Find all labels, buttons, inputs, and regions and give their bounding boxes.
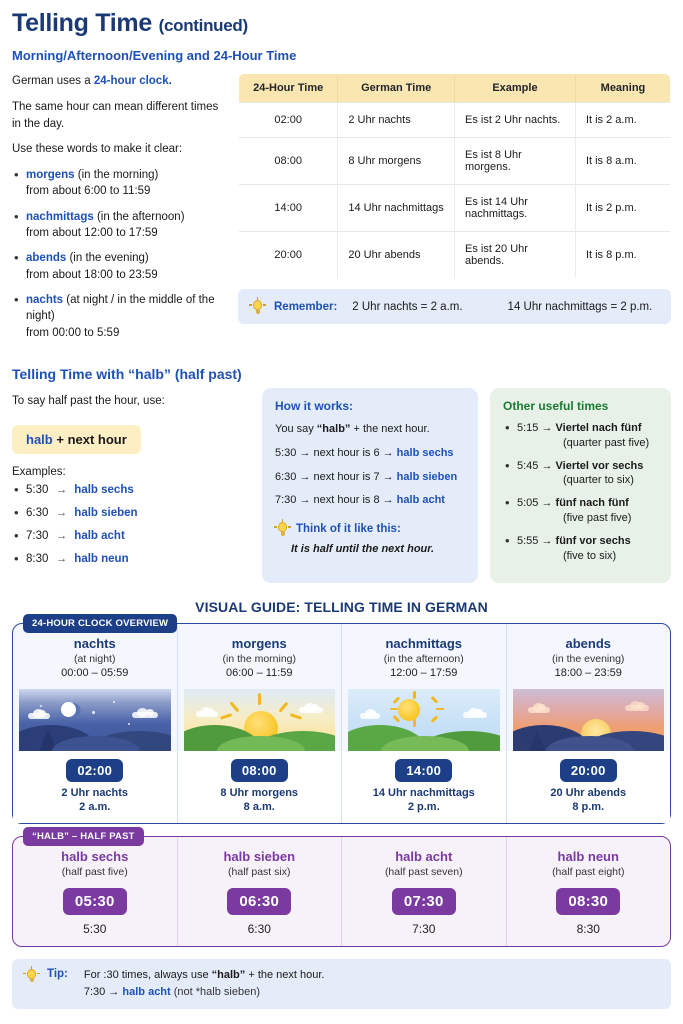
- card-time: 6:30: [247, 921, 271, 936]
- card-english: (half past seven): [384, 865, 463, 878]
- lightbulb-icon: [24, 967, 39, 984]
- how-it-works-rule: [275, 422, 465, 437]
- daypart-gloss: (in the evening): [69, 252, 149, 265]
- card-word: morgens: [231, 635, 287, 651]
- tip-label: Tip:: [47, 967, 68, 980]
- formula-rest: + next hour: [56, 431, 127, 447]
- how-line-left: 7:30 → next hour is 8 →: [275, 494, 397, 507]
- list-item: [12, 553, 250, 565]
- table-row: [239, 185, 671, 232]
- how-line: [275, 470, 465, 485]
- card-word: nachts: [73, 635, 116, 651]
- daypart-range: from about 12:00 to 17:59: [26, 226, 158, 239]
- think-callout: [275, 520, 465, 537]
- card-english: (in the evening): [552, 652, 625, 665]
- halb-card-sieben: [177, 837, 342, 946]
- intro-paragraph-2: The same hour can mean different times in the day.: [12, 100, 219, 130]
- example-german: halb sechs: [74, 484, 134, 497]
- daypart-range: from 00:00 to 5:59: [26, 326, 120, 339]
- column-header-24hour: 24-Hour Time: [239, 74, 338, 103]
- card-meaning: 8 a.m.: [243, 800, 275, 813]
- card-english: (half past six): [228, 865, 291, 878]
- halb-examples-list: [12, 484, 250, 565]
- halb-card-sechs: [13, 837, 177, 946]
- tip-line1-a: For :30 times, always use: [83, 968, 212, 981]
- cell-24hour: 02:00: [239, 103, 338, 138]
- sun-icon: [398, 699, 420, 721]
- card-header: [507, 837, 671, 884]
- other-german: fünf nach fünf: [555, 497, 629, 510]
- other-gloss: (five past five): [563, 512, 632, 525]
- intro-paragraph-1: [12, 73, 224, 90]
- how-line-left: 5:30 → next hour is 6 →: [275, 446, 397, 459]
- tip-body: [84, 967, 325, 1001]
- section2-lead: To say half past the hour, use:: [12, 394, 165, 407]
- remember-callout: [238, 289, 671, 324]
- card-footer: [13, 751, 177, 823]
- daypart-range: from about 6:00 to 11:59: [26, 185, 151, 198]
- rule-pre: You say: [275, 422, 317, 435]
- card-meaning: 2 p.m.: [407, 800, 440, 813]
- daypart-word-list: [12, 167, 224, 341]
- column-header-meaning: Meaning: [575, 74, 670, 103]
- daypart-term: nachts: [26, 293, 64, 306]
- time-table: [238, 73, 671, 279]
- cell-example: Es ist 2 Uhr nachts.: [454, 103, 575, 138]
- section2-left-column: [12, 388, 250, 583]
- halb-panel: [12, 830, 671, 947]
- how-it-works-title: How it works:: [275, 398, 354, 413]
- column-header-example: Example: [454, 74, 575, 103]
- example-time: 6:30: [26, 507, 49, 520]
- lightbulb-icon: [275, 520, 290, 537]
- section1-body: [12, 73, 671, 350]
- daypart-gloss: (in the morning): [77, 168, 159, 181]
- tip-callout: [12, 959, 671, 1009]
- card-german: 20 Uhr abends: [550, 786, 627, 799]
- cell-example: Es ist 8 Uhr morgens.: [454, 138, 575, 185]
- card-word: halb sieben: [223, 848, 296, 864]
- tip-line2-german: halb acht: [122, 985, 171, 998]
- cell-24hour: 14:00: [239, 185, 338, 232]
- column-header-german: German Time: [338, 74, 455, 103]
- daypart-term: nachmittags: [26, 210, 94, 223]
- card-time: 5:30: [83, 921, 107, 936]
- list-item: [503, 534, 658, 564]
- list-item: [12, 209, 224, 242]
- time-chip: 08:30: [556, 888, 620, 915]
- other-useful-times-card: [490, 388, 671, 583]
- card-word: nachmittags: [385, 635, 463, 651]
- card-footer: [342, 884, 506, 946]
- card-footer: [507, 751, 671, 823]
- page-title-main: Telling Time: [12, 9, 152, 37]
- moon-icon: [61, 702, 76, 717]
- card-meaning: 2 a.m.: [79, 800, 111, 813]
- card-footer: [507, 884, 671, 946]
- list-item: [12, 507, 250, 519]
- daypart-gloss: (at night / in the middle of the night): [26, 293, 215, 323]
- card-header: [178, 624, 342, 685]
- sunset-scene-illustration: [513, 689, 665, 751]
- time-chip: 14:00: [395, 759, 452, 782]
- arrow-icon: →: [55, 553, 68, 566]
- card-english: (in the afternoon): [383, 652, 464, 665]
- cell-meaning: It is 2 p.m.: [575, 185, 670, 232]
- clock-overview-panel: [12, 617, 671, 824]
- examples-label: Examples:: [12, 465, 66, 478]
- cell-24hour: 20:00: [239, 232, 338, 279]
- daypart-term: abends: [26, 252, 67, 265]
- card-word: halb sechs: [61, 848, 129, 864]
- daypart-card-morgens: [177, 624, 342, 823]
- card-english: (half past five): [61, 865, 128, 878]
- remember-item-2: 14 Uhr nachmittags = 2 p.m.: [507, 300, 653, 313]
- 24hour-clock-highlight: 24-hour clock.: [93, 75, 172, 88]
- lightbulb-icon: [250, 298, 265, 315]
- card-german: 8 Uhr morgens: [220, 786, 299, 799]
- time-chip: 05:30: [63, 888, 127, 915]
- arrow-icon: →: [55, 484, 68, 497]
- list-item: [503, 459, 658, 489]
- card-footer: [178, 884, 342, 946]
- table-row: [239, 138, 671, 185]
- other-german: Viertel vor sechs: [555, 459, 644, 472]
- other-gloss: (quarter to six): [563, 474, 634, 487]
- example-german: halb acht: [74, 530, 125, 543]
- card-word: halb neun: [557, 848, 619, 864]
- how-line: [275, 493, 465, 508]
- other-gloss: (five to six): [563, 549, 617, 562]
- tip-line1-halb: “halb”: [211, 968, 246, 981]
- section1-heading: Morning/Afternoon/Evening and 24-Hour Time: [12, 48, 297, 64]
- intro-paragraph-3: Use these words to make it clear:: [12, 143, 183, 156]
- card-word: abends: [565, 635, 611, 651]
- card-range: 18:00 – 23:59: [554, 666, 622, 679]
- clock-overview-badge: 24-HOUR CLOCK OVERVIEW: [23, 614, 177, 633]
- tip-line2-time: 7:30 →: [83, 985, 123, 998]
- halb-card-acht: [341, 837, 506, 946]
- other-time: 5:05 →: [517, 497, 556, 510]
- daypart-card-nachts: [13, 624, 177, 823]
- card-header: [342, 837, 506, 884]
- card-german: 14 Uhr nachmittags: [372, 786, 475, 799]
- example-time: 5:30: [26, 484, 49, 497]
- list-item: [12, 530, 250, 542]
- how-line-left: 6:30 → next hour is 7 →: [275, 470, 397, 483]
- card-header: [178, 837, 342, 884]
- list-item: [503, 496, 658, 526]
- example-time: 8:30: [26, 553, 49, 566]
- daytime-scene-illustration: [348, 689, 500, 751]
- halb-formula-box: [12, 425, 141, 454]
- card-footer: [342, 751, 506, 823]
- example-time: 7:30: [26, 530, 49, 543]
- cell-example: Es ist 14 Uhr nachmittags.: [454, 185, 575, 232]
- card-footer: [178, 751, 342, 823]
- daypart-term: morgens: [26, 168, 75, 181]
- how-line: [275, 446, 465, 461]
- daypart-card-abends: [506, 624, 671, 823]
- card-range: 00:00 – 05:59: [61, 666, 129, 679]
- cell-example: Es ist 20 Uhr abends.: [454, 232, 575, 279]
- time-chip: 20:00: [560, 759, 617, 782]
- remember-item-1: 2 Uhr nachts = 2 a.m.: [352, 300, 463, 313]
- how-it-works-card: [262, 388, 478, 583]
- list-item: [12, 167, 224, 200]
- cell-meaning: It is 2 a.m.: [575, 103, 670, 138]
- clock-overview-columns: [13, 624, 670, 823]
- how-line-german: halb acht: [396, 494, 445, 507]
- formula-halb: halb: [26, 431, 53, 447]
- how-line-german: halb sieben: [396, 470, 458, 483]
- section2: [12, 366, 671, 583]
- intro-a-text: German uses a: [12, 75, 94, 88]
- other-german: Viertel nach fünf: [555, 421, 642, 434]
- halb-panel-badge: “HALB” – HALF PAST: [23, 827, 144, 846]
- other-time: 5:15 →: [517, 421, 556, 434]
- example-german: halb sieben: [74, 507, 138, 520]
- page-title: [12, 10, 671, 36]
- daypart-gloss: (in the afternoon): [96, 210, 185, 223]
- card-time: 8:30: [576, 921, 600, 936]
- time-chip: 06:30: [227, 888, 291, 915]
- arrow-icon: →: [55, 507, 68, 520]
- other-time: 5:45 →: [517, 459, 556, 472]
- visual-guide-title: VISUAL GUIDE: TELLING TIME IN GERMAN: [195, 598, 488, 615]
- list-item: [12, 484, 250, 496]
- section2-body: [12, 388, 671, 583]
- list-item: [503, 421, 658, 451]
- rule-post: + the next hour.: [350, 422, 430, 435]
- other-german: fünf vor sechs: [555, 534, 631, 547]
- rule-halb: “halb”: [316, 422, 351, 435]
- cell-meaning: It is 8 a.m.: [575, 138, 670, 185]
- other-time: 5:55 →: [517, 534, 556, 547]
- time-chip: 07:30: [392, 888, 456, 915]
- card-english: (at night): [74, 652, 116, 665]
- card-range: 12:00 – 17:59: [390, 666, 458, 679]
- section1-text-column: [12, 73, 224, 350]
- other-gloss: (quarter past five): [563, 436, 650, 449]
- list-item: [12, 292, 224, 341]
- card-german: 2 Uhr nachts: [61, 786, 129, 799]
- daypart-card-nachmittags: [341, 624, 506, 823]
- page-title-suffix: (continued): [158, 16, 248, 35]
- card-header: [342, 624, 506, 685]
- card-footer: [13, 884, 177, 946]
- remember-label: Remember:: [274, 300, 338, 313]
- card-header: [507, 624, 671, 685]
- table-row: [239, 232, 671, 279]
- cell-german: 8 Uhr morgens: [338, 138, 455, 185]
- cell-meaning: It is 8 p.m.: [575, 232, 670, 279]
- think-title: Think of it like this:: [296, 522, 401, 535]
- example-german: halb neun: [74, 553, 129, 566]
- card-range: 06:00 – 11:59: [226, 666, 293, 679]
- table-header-row: [239, 74, 671, 103]
- card-meaning: 8 p.m.: [572, 800, 605, 813]
- card-english: (in the morning): [222, 652, 297, 665]
- time-chip: 02:00: [66, 759, 123, 782]
- card-header: [13, 624, 177, 685]
- section2-heading: Telling Time with “halb” (half past): [12, 365, 242, 382]
- card-word: halb acht: [395, 848, 453, 864]
- sunrise-scene-illustration: [184, 689, 336, 751]
- how-line-german: halb sechs: [396, 446, 454, 459]
- card-english: (half past eight): [552, 865, 625, 878]
- halb-card-neun: [506, 837, 671, 946]
- time-chip: 08:00: [231, 759, 288, 782]
- think-body: It is half until the next hour.: [291, 543, 435, 556]
- table-row: [239, 103, 671, 138]
- other-times-list: [503, 421, 658, 564]
- cell-german: 14 Uhr nachmittags: [338, 185, 455, 232]
- card-time: 7:30: [412, 921, 436, 936]
- section1-table-column: [238, 73, 671, 350]
- night-scene-illustration: [19, 689, 171, 751]
- halb-panel-columns: [13, 837, 670, 946]
- cell-german: 2 Uhr nachts: [338, 103, 455, 138]
- arrow-icon: →: [55, 530, 68, 543]
- other-times-title: Other useful times: [503, 398, 609, 413]
- list-item: [12, 250, 224, 283]
- cell-24hour: 08:00: [239, 138, 338, 185]
- daypart-range: from about 18:00 to 23:59: [26, 268, 158, 281]
- cell-german: 20 Uhr abends: [338, 232, 455, 279]
- tip-line2-note: (not *halb sieben): [173, 985, 260, 998]
- tip-line1-b: + the next hour.: [245, 968, 325, 981]
